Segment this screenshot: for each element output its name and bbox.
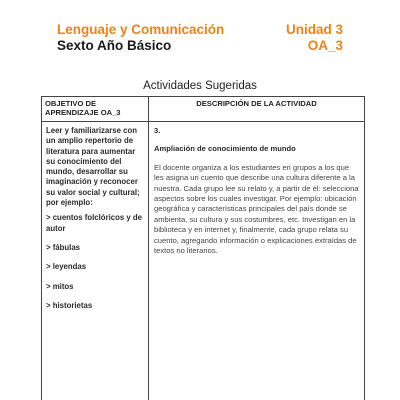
- objective-item: > historietas: [46, 300, 93, 310]
- objective-intro: Leer y familiarizarse con un amplio repertorio de literatura para aumentar su conocimiento del mundo, desarrollar su imaginación y reconocer su valor social y cultural; por ejemplo:: [46, 126, 140, 208]
- unit-label: Unidad 3: [285, 22, 343, 37]
- objective-item: > cuentos folclóricos y de autor: [46, 213, 142, 233]
- activities-table: [41, 96, 365, 400]
- activity-number: 3.: [154, 126, 161, 135]
- header-left: [57, 22, 224, 54]
- objective-item: > leyendas: [46, 262, 87, 272]
- objective-code: OA_3: [307, 38, 343, 53]
- activity-title: Ampliación de conocimiento de mundo: [154, 144, 296, 154]
- col-objective-header: OBJETIVO DE APRENDIZAJE OA_3: [42, 97, 149, 122]
- section-title: Actividades Sugeridas: [143, 80, 257, 92]
- activity-cell: [149, 122, 365, 400]
- objective-cell: [42, 122, 149, 400]
- table-header-row: [42, 97, 365, 122]
- subject-title: Lenguaje y Comunicación: [57, 22, 225, 37]
- activity-description: El docente organiza a los estudiantes en grupos a los que les asigna un cuento que describe una cultura diferente a la nuestra. Cada grupo lee su relato y, a partir de él: selecciona aspectos sobre los cuales investigar. Por ejemplo: ubicación geográfica y características principales del país donde se ambienta, su cultura y sus costumbres, etc. Investigan en la biblioteca y en internet y, finalmente, cada grupo relata su cuento, agregando información o explicaciones extraídas de textos no literarios.: [154, 162, 359, 256]
- table-row: [42, 122, 365, 400]
- header-right: [286, 22, 343, 54]
- objective-item: > fábulas: [46, 242, 81, 252]
- col-activity-header: DESCRIPCIÓN DE LA ACTIVIDAD: [149, 97, 365, 122]
- objective-item: > mitos: [46, 281, 74, 291]
- grade-title: Sexto Año Básico: [57, 38, 172, 53]
